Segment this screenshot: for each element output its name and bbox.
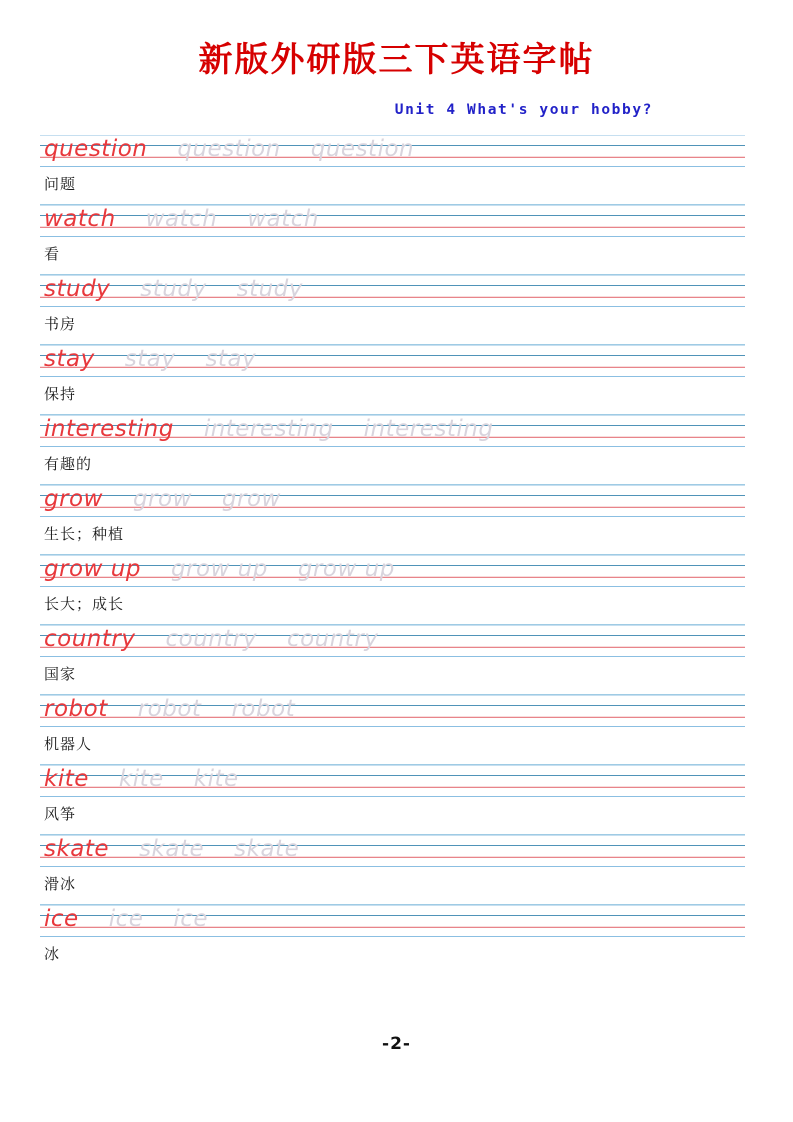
model-word: grow [44,485,103,512]
translation-text: 保持 [44,385,77,404]
guide-line [40,215,745,216]
word-practice-block [40,555,745,625]
model-word: kite [44,765,89,792]
guide-line [40,565,745,566]
guide-line [40,695,745,696]
trace-word[interactable]: skate [234,835,300,862]
guide-line [40,145,745,146]
trace-word[interactable]: grow [221,485,281,512]
word-line [44,553,395,585]
writing-rule-band [40,905,745,937]
word-line [44,623,378,655]
trace-word[interactable]: skate [139,835,205,862]
guide-line [40,485,745,486]
translation-text: 滑冰 [44,875,77,894]
translation-text: 有趣的 [44,455,93,474]
guide-line [40,915,745,916]
guide-line [40,367,745,368]
guide-line [40,927,745,928]
word-practice-block [40,345,745,415]
translation-band [40,377,745,415]
word-line [44,833,299,865]
guide-line [40,787,745,788]
trace-word[interactable]: question [177,135,281,162]
trace-word[interactable]: ice [108,905,144,932]
word-practice-block [40,765,745,835]
model-word: robot [44,695,108,722]
translation-band [40,937,745,975]
trace-word[interactable]: robot [231,695,296,722]
writing-rule-band [40,625,745,657]
model-word: grow up [44,555,141,582]
guide-line [40,625,745,626]
guide-line [40,507,745,508]
word-practice-block [40,135,745,205]
translation-text: 长大；成长 [44,595,125,614]
guide-line [40,555,745,556]
word-line [44,273,303,305]
guide-line [40,285,745,286]
word-line [44,203,319,235]
writing-rule-band [40,275,745,307]
unit-title: Unit 4 What's your hobby? [394,102,653,119]
guide-line [40,275,745,276]
model-word: ice [44,905,79,932]
word-line [44,693,295,725]
word-practice-block [40,205,745,275]
word-line [44,763,239,795]
guide-line [40,495,745,496]
guide-line [40,717,745,718]
trace-word[interactable]: ice [173,905,209,932]
guide-line [40,355,745,356]
translation-text: 问题 [44,175,77,194]
word-practice-block [40,415,745,485]
trace-word[interactable]: kite [193,765,239,792]
model-word: stay [44,345,95,372]
trace-word[interactable]: country [165,625,257,652]
trace-word[interactable]: watch [145,205,218,232]
guide-line [40,857,745,858]
unit-heading-row [0,101,793,119]
guide-line [40,205,745,206]
guide-line [40,297,745,298]
word-practice-block [40,695,745,765]
trace-word[interactable]: watch [247,205,319,232]
word-practice-block [40,905,745,975]
trace-word[interactable]: country [286,625,379,652]
trace-word[interactable]: grow [132,485,192,512]
page-number: -2- [382,1034,411,1054]
model-word: interesting [44,415,174,442]
word-line [44,903,208,935]
handwriting-practice-sheet [40,135,745,975]
guide-line [40,775,745,776]
writing-rule-band [40,835,745,867]
model-word: study [44,275,111,302]
trace-word[interactable]: grow up [297,555,395,582]
word-line [44,133,414,165]
trace-word[interactable]: grow up [170,555,268,582]
guide-line [40,135,745,136]
translation-text: 看 [44,245,61,264]
guide-line [40,345,745,346]
translation-text: 风筝 [44,805,77,824]
word-practice-block [40,625,745,695]
translation-band [40,307,745,345]
writing-rule-band [40,135,745,167]
translation-band [40,447,745,485]
trace-word[interactable]: stay [205,345,257,372]
trace-word[interactable]: study [140,275,207,302]
word-line [44,483,281,515]
writing-rule-band [40,555,745,587]
writing-rule-band [40,485,745,517]
trace-word[interactable]: question [310,135,415,162]
word-line [44,413,493,445]
guide-line [40,415,745,416]
trace-word[interactable]: kite [118,765,164,792]
guide-line [40,437,745,438]
guide-line [40,765,745,766]
word-practice-block [40,835,745,905]
page-header [0,0,793,119]
translation-text: 机器人 [44,735,93,754]
page-title: 新版外研版三下英语字帖 [198,40,595,80]
model-word: watch [44,205,116,232]
guide-line [40,705,745,706]
translation-text: 生长；种植 [44,525,125,544]
guide-line [40,157,745,158]
translation-band [40,727,745,765]
writing-rule-band [40,205,745,237]
translation-band [40,517,745,555]
translation-band [40,167,745,205]
trace-word[interactable]: interesting [363,415,494,442]
translation-band [40,237,745,275]
translation-band [40,867,745,905]
model-word: country [44,625,136,652]
translation-band [40,797,745,835]
guide-line [40,425,745,426]
writing-rule-band [40,695,745,727]
page-footer [0,1034,793,1054]
trace-word[interactable]: interesting [203,415,334,442]
writing-rule-band [40,765,745,797]
translation-band [40,587,745,625]
trace-word[interactable]: robot [137,695,202,722]
word-practice-block [40,485,745,555]
guide-line [40,845,745,846]
model-word: skate [44,835,110,862]
word-practice-block [40,275,745,345]
writing-rule-band [40,345,745,377]
guide-line [40,635,745,636]
guide-line [40,835,745,836]
guide-line [40,647,745,648]
guide-line [40,905,745,906]
translation-text: 冰 [44,945,61,964]
guide-line [40,227,745,228]
translation-text: 书房 [44,315,77,334]
writing-rule-band [40,415,745,447]
translation-text: 国家 [44,665,77,684]
translation-band [40,657,745,695]
model-word: question [44,135,148,162]
trace-word[interactable]: study [236,275,303,302]
word-line [44,343,256,375]
guide-line [40,577,745,578]
trace-word[interactable]: stay [124,345,176,372]
